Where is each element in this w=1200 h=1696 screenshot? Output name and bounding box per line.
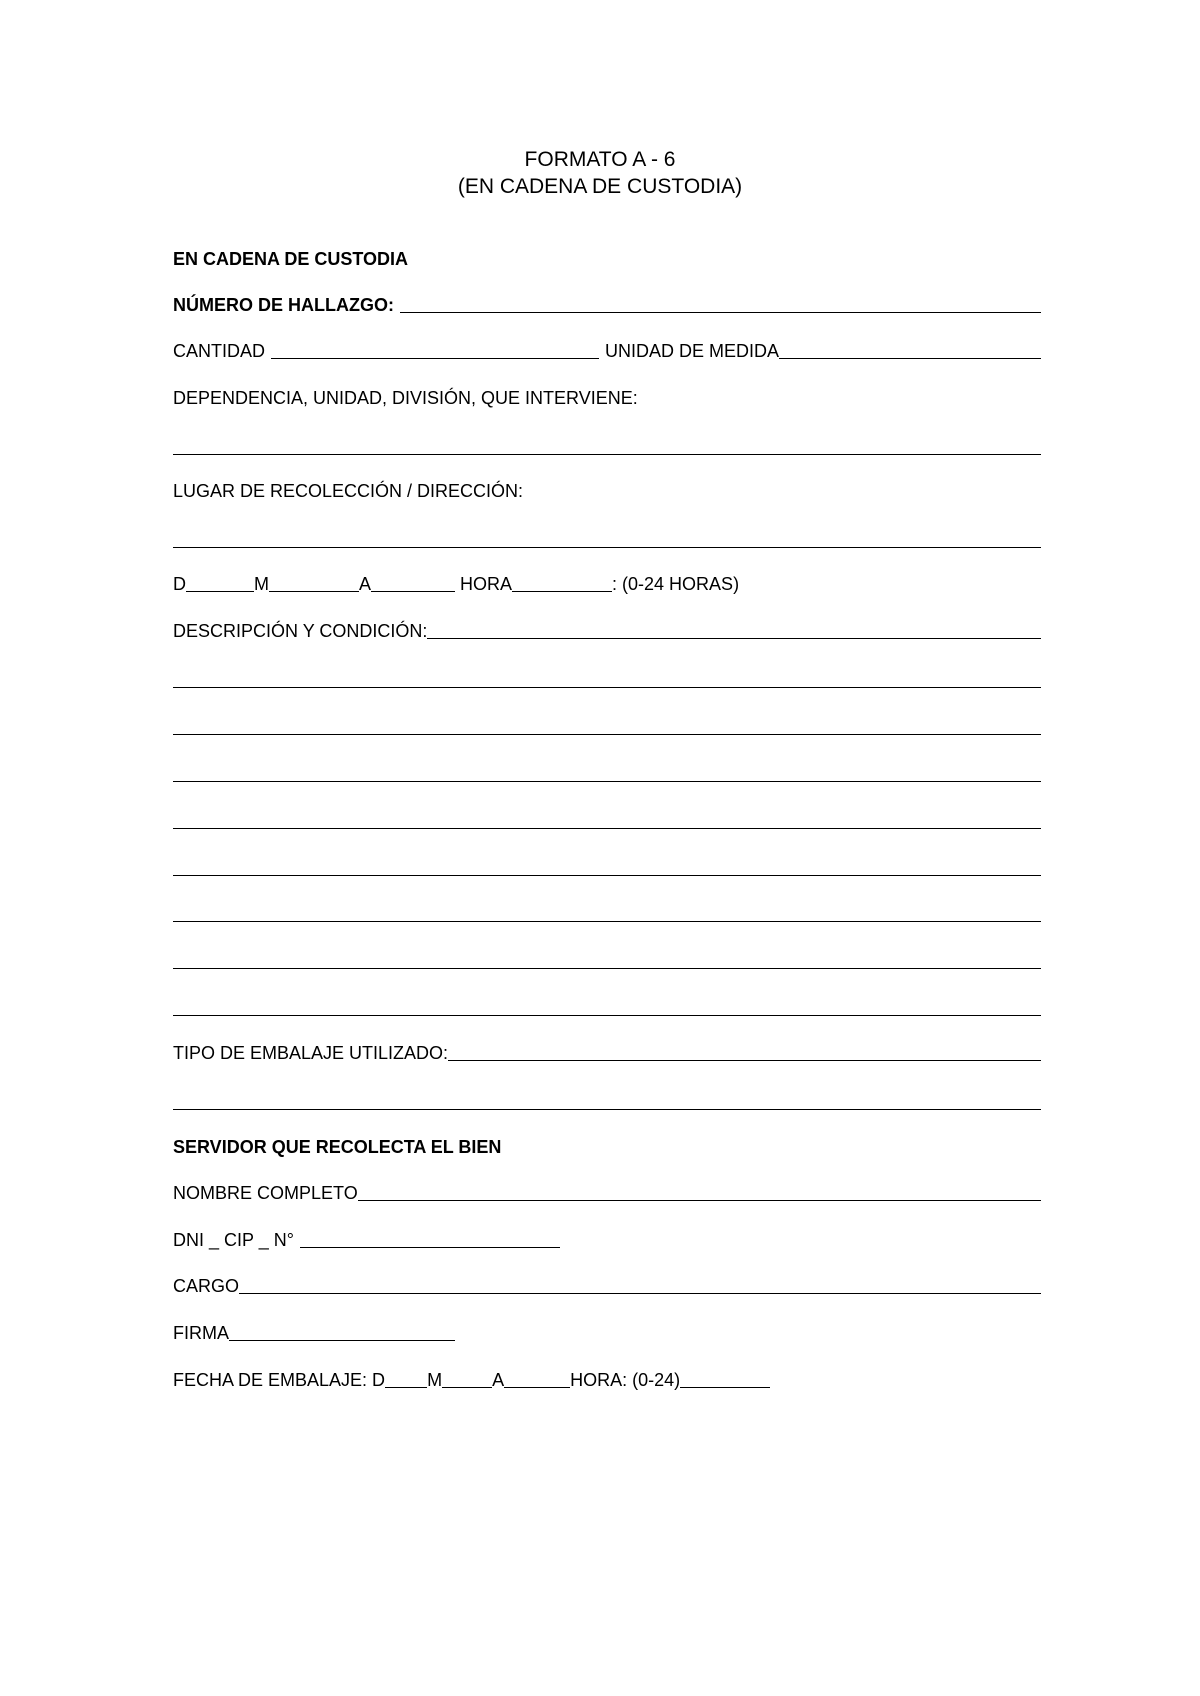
cantidad-field[interactable]: [271, 341, 599, 359]
cargo-row: [173, 1273, 1041, 1297]
cargo-field[interactable]: [239, 1276, 1041, 1294]
fecha-embalaje-row: [173, 1367, 1041, 1391]
cantidad-label: CANTIDAD: [173, 341, 266, 361]
embalaje-dia-field[interactable]: [385, 1370, 427, 1388]
dni-field[interactable]: [300, 1230, 560, 1248]
page-title: FORMATO A - 6: [524, 148, 676, 171]
embalaje-anio-label: A: [492, 1370, 505, 1390]
embalaje-field[interactable]: [448, 1043, 1041, 1061]
embalaje-hora-field[interactable]: [680, 1370, 770, 1388]
nombre-row: [173, 1180, 1041, 1204]
unidad-medida-label: UNIDAD DE MEDIDA: [605, 341, 780, 361]
embalaje-label: TIPO DE EMBALAJE UTILIZADO:: [173, 1043, 449, 1063]
descripcion-label: DESCRIPCIÓN Y CONDICIÓN:: [173, 621, 428, 641]
embalaje-hora-label: HORA: (0-24): [570, 1370, 681, 1390]
embalaje-anio-field[interactable]: [504, 1370, 570, 1388]
dni-row: [173, 1227, 1041, 1251]
title-block: [0, 146, 1200, 200]
hora-label: HORA: [460, 574, 513, 594]
nombre-field[interactable]: [358, 1183, 1041, 1201]
firma-field[interactable]: [229, 1323, 455, 1341]
embalaje-mes-field[interactable]: [442, 1370, 492, 1388]
descripcion-row: [173, 618, 1041, 642]
mes-field[interactable]: [269, 574, 359, 592]
numero-hallazgo-field[interactable]: [400, 295, 1041, 313]
numero-hallazgo-label: NÚMERO DE HALLAZGO:: [173, 295, 394, 315]
lugar-label: LUGAR DE RECOLECCIÓN / DIRECCIÓN:: [173, 481, 524, 501]
cantidad-row: [173, 338, 1041, 362]
descripcion-line[interactable]: [173, 828, 1041, 829]
descripcion-line[interactable]: [173, 781, 1041, 782]
mes-label: M: [254, 574, 269, 594]
lugar-row: [173, 478, 1041, 502]
descripcion-line[interactable]: [173, 687, 1041, 688]
section-heading-label: SERVIDOR QUE RECOLECTA EL BIEN: [173, 1137, 502, 1157]
embalaje-line[interactable]: [173, 1109, 1041, 1110]
hora-field[interactable]: [512, 574, 612, 592]
cargo-label: CARGO: [173, 1276, 240, 1296]
descripcion-field[interactable]: [427, 621, 1041, 639]
nombre-label: NOMBRE COMPLETO: [173, 1183, 358, 1203]
anio-field[interactable]: [371, 574, 455, 592]
dependencia-label: DEPENDENCIA, UNIDAD, DIVISIÓN, QUE INTERVIENE:: [173, 388, 638, 408]
descripcion-line[interactable]: [173, 1015, 1041, 1016]
dia-field[interactable]: [186, 574, 254, 592]
fecha-embalaje-label: FECHA DE EMBALAJE: D: [173, 1370, 386, 1390]
dia-label: D: [173, 574, 186, 594]
descripcion-line[interactable]: [173, 734, 1041, 735]
embalaje-row: [173, 1040, 1041, 1064]
firma-label: FIRMA: [173, 1323, 229, 1343]
anio-label: A: [359, 574, 372, 594]
hora-suffix: : (0-24 HORAS): [612, 574, 740, 594]
descripcion-line[interactable]: [173, 875, 1041, 876]
section-heading-custodia: [173, 246, 1041, 270]
fecha-hora-row: [173, 571, 1041, 595]
descripcion-line[interactable]: [173, 921, 1041, 922]
lugar-field[interactable]: [173, 547, 1041, 548]
numero-hallazgo-row: [173, 292, 1041, 316]
firma-row: [173, 1320, 1041, 1344]
embalaje-mes-label: M: [427, 1370, 443, 1390]
dependencia-row: [173, 385, 1041, 409]
dependencia-field[interactable]: [173, 454, 1041, 455]
page-subtitle: (EN CADENA DE CUSTODIA): [457, 175, 743, 198]
descripcion-line[interactable]: [173, 968, 1041, 969]
section-heading-label: EN CADENA DE CUSTODIA: [173, 249, 409, 269]
dni-label: DNI _ CIP _ N°: [173, 1230, 294, 1250]
unidad-medida-field[interactable]: [779, 341, 1041, 359]
section-heading-servidor: [173, 1134, 1041, 1158]
